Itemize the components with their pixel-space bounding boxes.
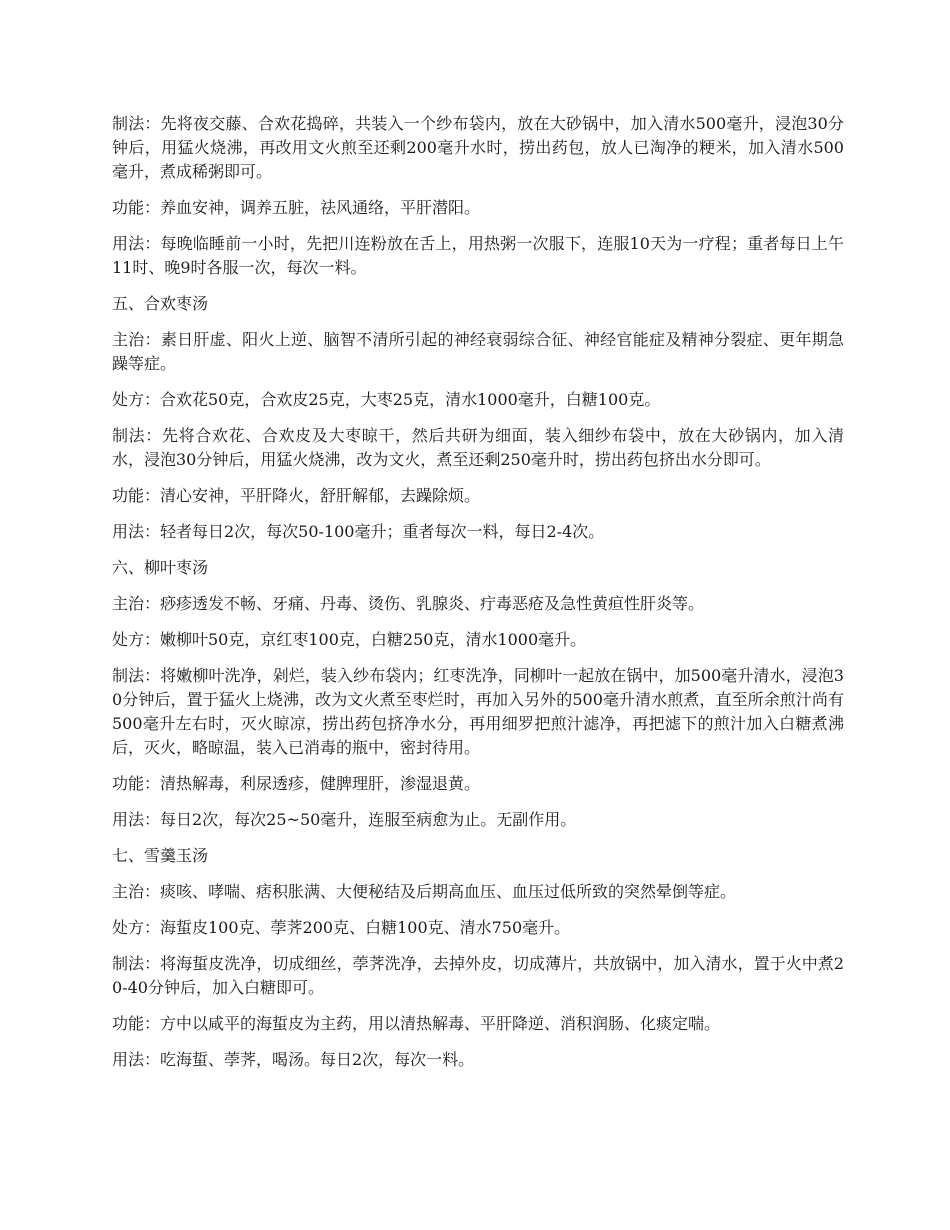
paragraph-zhifa-7: 制法：将海蜇皮洗净，切成细丝，荸荠洗净，去掉外皮，切成薄片，共放锅中，加入清水，置于火中煮20-40分钟后，加入白糖即可。	[112, 954, 844, 997]
paragraph-yongfa-7: 用法：吃海蜇、荸荠，喝汤。每日2次，每次一料。	[112, 1050, 475, 1069]
paragraph-yongfa-1: 用法：每晚临睡前一小时，先把川连粉放在舌上，用热粥一次服下，连服10天为一疗程；重者每日上午11时、晚9时各服一次，每次一料。	[112, 234, 844, 277]
paragraph-zhifa-6: 制法：将嫩柳叶洗净，剁烂，装入纱布袋内；红枣洗净，同柳叶一起放在锅中，加500毫升清水，浸泡30分钟后，置于猛火上烧沸，改为文火煮至枣烂时，再加入另外的500毫升清水煎煮，直至所余煎汁尚有500毫升左右时，灭火晾凉，捞出药包挤净水分，再用细罗把煎汁滤净，再把滤下的煎汁加入白糖煮沸后，灭火，略晾温，装入已消毒的瓶中，密封待用。	[112, 666, 844, 757]
paragraph-zhifa-1: 制法：先将夜交藤、合欢花捣碎，共装入一个纱布袋内，放在大砂锅中，加入清水500毫升，浸泡30分钟后，用猛火烧沸，再改用文火煎至还剩200毫升水时，捞出药包，放人已淘净的粳米，加入清水500毫升，煮成稀粥即可。	[112, 114, 844, 181]
paragraph-chufang-5: 处方：合欢花50克，合欢皮25克，大枣25克，清水1000毫升，白糖100克。	[112, 390, 661, 409]
paragraph-zhuzhi-5: 主治：素日肝虚、阳火上逆、脑智不清所引起的神经衰弱综合征、神经官能症及精神分裂症、更年期急躁等症。	[112, 330, 844, 373]
paragraph-gongneng-7: 功能：方中以咸平的海蜇皮为主药，用以清热解毒、平肝降逆、消积润肠、化痰定喘。	[112, 1014, 721, 1033]
paragraph-chufang-6: 处方：嫩柳叶50克，京红枣100克，白糖250克，清水1000毫升。	[112, 630, 587, 649]
paragraph-gongneng-5: 功能：清心安神，平肝降火，舒肝解郁，去躁除烦。	[112, 486, 481, 505]
paragraph-zhuzhi-7: 主治：痰咳、哮喘、痞积胀满、大便秘结及后期高血压、血压过低所致的突然晕倒等症。	[112, 882, 737, 901]
paragraph-yongfa-6: 用法：每日2次，每次25~50毫升，连服至病愈为止。无副作用。	[112, 810, 577, 829]
paragraph-gongneng-1: 功能：养血安神，调养五脏，祛风通络，平肝潜阳。	[112, 198, 481, 217]
document-page	[112, 112, 844, 1084]
section-heading-7: 七、雪羹玉汤	[112, 846, 209, 865]
paragraph-gongneng-6: 功能：清热解毒，利尿透疹，健脾理肝，渗湿退黄。	[112, 774, 481, 793]
paragraph-yongfa-5: 用法：轻者每日2次，每次50-100毫升；重者每次一料，每日2-4次。	[112, 522, 605, 541]
paragraph-zhuzhi-6: 主治：痧疹透发不畅、牙痛、丹毒、烫伤、乳腺炎、疔毒恶疮及急性黄疸性肝炎等。	[112, 594, 705, 613]
section-heading-5: 五、合欢枣汤	[112, 294, 209, 313]
paragraph-chufang-7: 处方：海蜇皮100克、荸荠200克、白糖100克、清水750毫升。	[112, 918, 571, 937]
paragraph-zhifa-5: 制法：先将合欢花、合欢皮及大枣晾干，然后共研为细面，装入细纱布袋中，放在大砂锅内，加入清水，浸泡30分钟后，用猛火烧沸，改为文火，煮至还剩250毫升时，捞出药包挤出水分即可。	[112, 426, 844, 469]
section-heading-6: 六、柳叶枣汤	[112, 558, 209, 577]
